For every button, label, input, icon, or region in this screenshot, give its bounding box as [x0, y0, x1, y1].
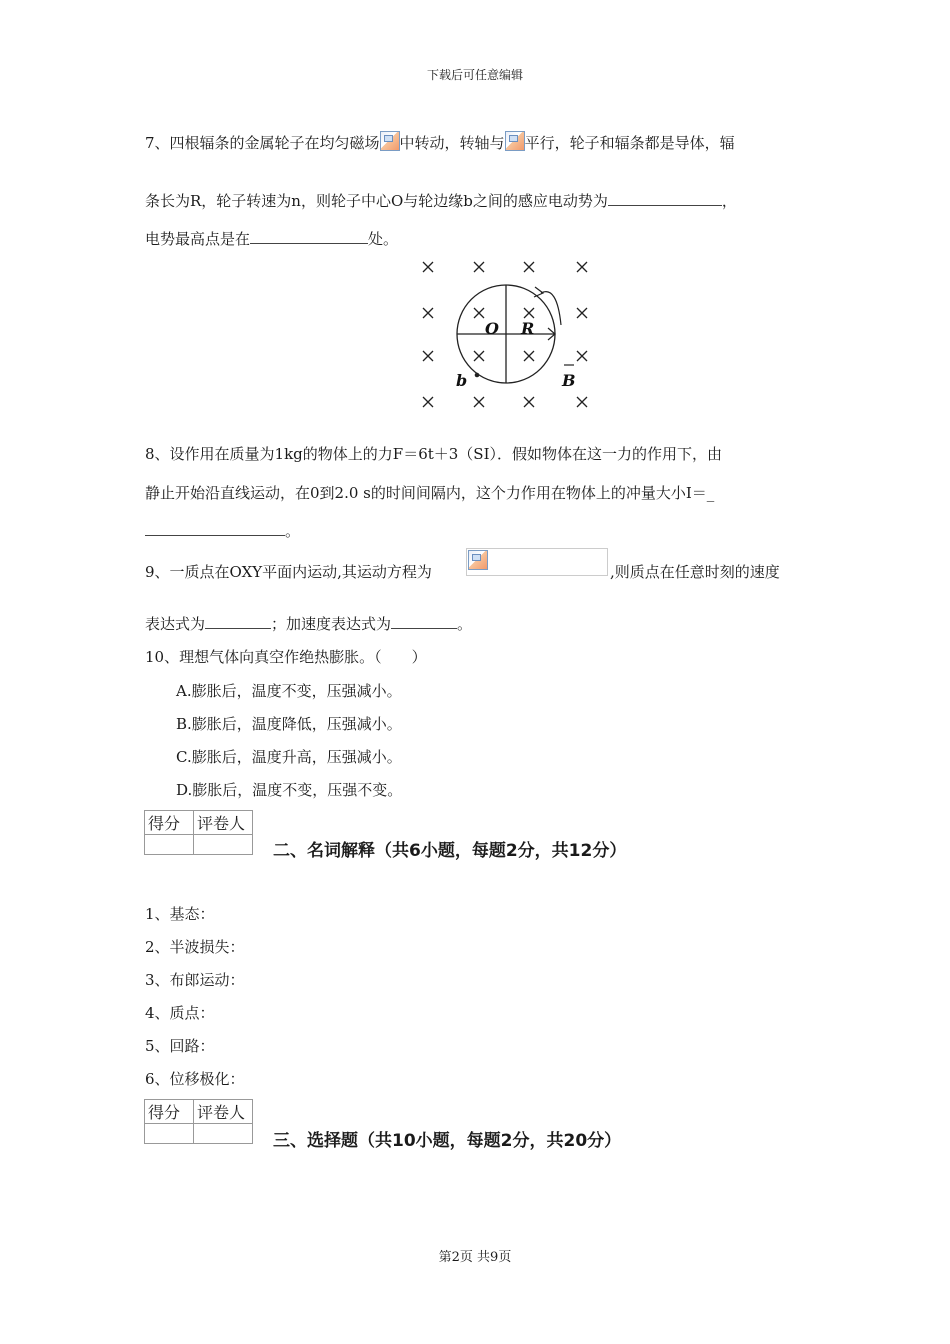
answer-blank [608, 191, 722, 206]
score-cell [145, 1124, 194, 1144]
q7-text-c: 平行，轮子和辐条都是导体，辐 [524, 134, 735, 152]
q9-text-b: ,则质点在任意时刻的速度 [610, 563, 780, 581]
answer-blank [391, 614, 457, 629]
label-b: b [456, 371, 468, 390]
rotation-arrow [541, 292, 561, 325]
q9-line2 [145, 613, 472, 634]
q10-option-d: D.膨胀后，温度不变，压强不变。 [176, 781, 403, 799]
score-box [144, 810, 253, 855]
q9-text-a: 9、一质点在OXY平面内运动,其运动方程为 [145, 563, 432, 581]
term-item: 2、半波损失： [145, 938, 245, 956]
broken-image-icon [505, 131, 525, 151]
answer-blank [205, 614, 271, 629]
grader-cell [194, 1124, 253, 1144]
q7-text-f: 电势最高点是在 [145, 230, 251, 248]
q7-line2 [145, 190, 737, 211]
q7-line3 [145, 228, 398, 249]
term-item: 1、基态： [145, 905, 215, 923]
term-item: 4、质点： [145, 1004, 215, 1022]
q8-line3 [145, 520, 300, 541]
score-label: 得分 [145, 811, 194, 835]
q8-line2: 静止开始沿直线运动，在0到2.0 s的时间间隔内，这个力作用在物体上的冲量大小I＝_ [145, 484, 715, 502]
q7-text-e: ， [721, 192, 737, 210]
label-field-b: B [562, 371, 576, 390]
q10-option-c: C.膨胀后，温度升高，压强减小。 [176, 748, 402, 766]
broken-image-icon [468, 550, 488, 570]
q8-text-end: 。 [285, 522, 301, 540]
grader-label: 评卷人 [194, 1100, 253, 1124]
magnetic-wheel-figure [415, 255, 600, 415]
label-o: O [485, 319, 499, 338]
q7-text-a: 7、四根辐条的金属轮子在均匀磁场 [145, 134, 380, 152]
section3-title: 三、选择题（共10小题，每题2分，共20分） [273, 1131, 622, 1151]
score-label: 得分 [145, 1100, 194, 1124]
q9-text-d: ；加速度表达式为 [271, 615, 392, 633]
page-header: 下载后可任意编辑 [426, 68, 523, 82]
grader-cell [194, 835, 253, 855]
q9-text-e: 。 [457, 615, 473, 633]
q7-text-g: 处。 [368, 230, 399, 248]
label-r: R [521, 319, 535, 338]
answer-blank [145, 521, 285, 536]
q7-text-b: 中转动，转轴与 [399, 134, 505, 152]
page-footer: 第2页 共9页 [438, 1250, 512, 1265]
term-item: 6、位移极化： [145, 1070, 245, 1088]
point-b [475, 373, 480, 378]
equation-image-frame [466, 548, 608, 576]
q7-text-d: 条长为R，轮子转速为n，则轮子中心O与轮边缘b之间的感应电动势为 [145, 192, 608, 210]
q9-text-c: 表达式为 [145, 615, 206, 633]
score-box [144, 1099, 253, 1144]
score-cell [145, 835, 194, 855]
q10-option-b: B.膨胀后，温度降低，压强减小。 [176, 715, 402, 733]
q9-line1 [145, 561, 432, 582]
term-item: 5、回路： [145, 1037, 215, 1055]
grader-label: 评卷人 [194, 811, 253, 835]
term-item: 3、布郎运动： [145, 971, 245, 989]
section2-title: 二、名词解释（共6小题，每题2分，共12分） [273, 841, 627, 861]
q10-stem: 10、理想气体向真空作绝热膨胀。（ ） [145, 648, 427, 666]
answer-blank [250, 229, 368, 244]
broken-image-icon [380, 131, 400, 151]
q7-line1 [145, 131, 735, 153]
q10-option-a: A.膨胀后，温度不变，压强减小。 [176, 682, 402, 700]
q8-line1: 8、设作用在质量为1kg的物体上的力F＝6t＋3（SI）．假如物体在这一力的作用下，由 [145, 445, 723, 463]
